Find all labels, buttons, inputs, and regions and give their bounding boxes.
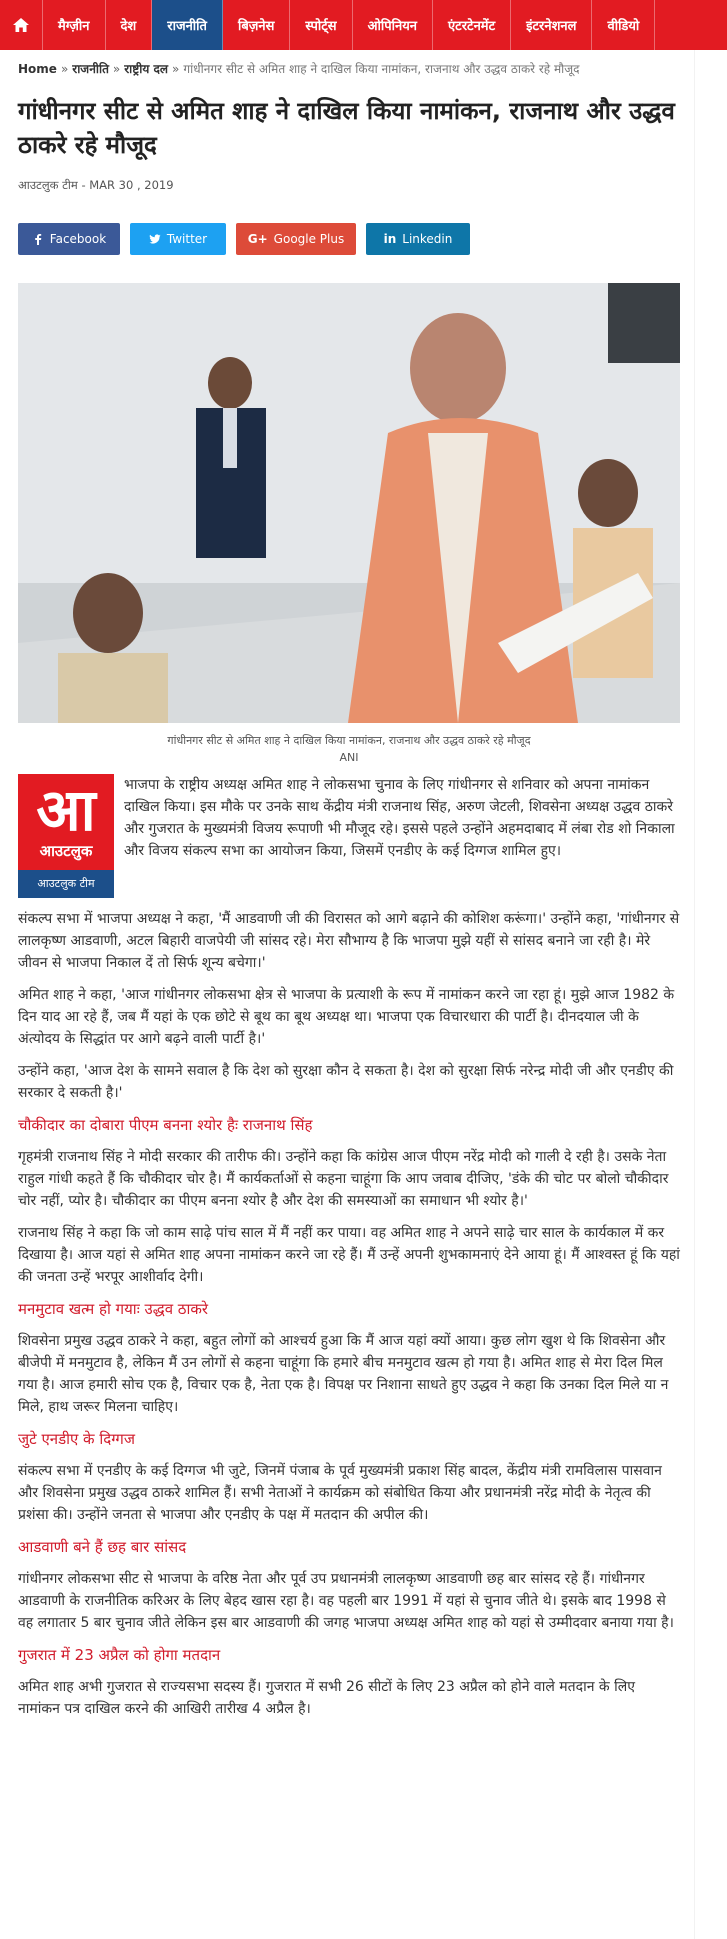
facebook-icon bbox=[32, 233, 44, 245]
article-photo bbox=[18, 283, 680, 723]
googleplus-label: Google Plus bbox=[273, 232, 345, 246]
nav-item-video[interactable]: वीडियो bbox=[592, 0, 655, 50]
top-navigation bbox=[0, 0, 727, 50]
googleplus-share-button[interactable] bbox=[236, 223, 356, 255]
paragraph: अमित शाह ने कहा, 'आज गांधीनगर लोकसभा क्षेत्र से भाजपा के प्रत्याशी के रूप में नामांकन करने जा रहा हूं। मुझे आज 1982 के दिन याद आ रहे हैं, जब मैं यहां के एक छोटे से बूथ का बूथ अध्यक्ष था। भाजपा एक विचारधारा की पार्टी है। दीनदयाल जी के अंत्योदय के सिद्धांत पर आगे बढ़ने वाली पार्टी है।' bbox=[18, 987, 675, 1047]
googleplus-icon: G+ bbox=[247, 232, 268, 246]
nav-item-desh[interactable]: देश bbox=[106, 0, 153, 50]
breadcrumb-current: गांधीनगर सीट से अमित शाह ने दाखिल किया नामांकन, राजनाथ और उद्धव ठाकरे रहे मौजूद bbox=[183, 62, 580, 76]
linkedin-share-button[interactable] bbox=[366, 223, 470, 255]
paragraph: गांधीनगर लोकसभा सीट से भाजपा के वरिष्ठ नेता और पूर्व उप प्रधानमंत्री लालकृष्ण आडवाणी छह बार सांसद रहे हैं। गांधीनगर आडवाणी के राजनीतिक करिअर के लिए बेहद खास रहा है। वह पहली बार 1991 में यहां से चुनाव जीते थे। इसके बाद 1998 से वह लगातार 5 बार चुनाव जीते लेकिन इस बार आडवाणी की जगह भाजपा अध्यक्ष अमित शाह को यहां से उम्मीदवार बनाया गया है। bbox=[18, 1571, 674, 1631]
nav-item-international[interactable]: इंटरनेशनल bbox=[511, 0, 592, 50]
nav-item-rajneeti[interactable]: राजनीति bbox=[152, 0, 223, 50]
article-title: गांधीनगर सीट से अमित शाह ने दाखिल किया नामांकन, राजनाथ और उद्धव ठाकरे रहे मौजूद bbox=[18, 97, 675, 159]
paragraph: संकल्प सभा में एनडीए के कई दिग्गज भी जुटे, जिनमें पंजाब के पूर्व मुख्यमंत्री प्रकाश सिंह बादल, केंद्रीय मंत्री रामविलास पासवान और शिवसेना प्रमुख उद्धव ठाकरे शामिल हैं। सभी नेताओं ने कार्यक्रम को संबोधित किया और प्रधानमंत्री नरेंद्र मोदी के नेतृत्व की प्रशंसा की। उन्होंने जनता से भाजपा और एनडीए के पक्ष में मतदान की अपील की। bbox=[18, 1463, 662, 1523]
nav-item-sports[interactable]: स्पोर्ट्स bbox=[290, 0, 352, 50]
paragraph: संकल्प सभा में भाजपा अध्यक्ष ने कहा, 'मैं आडवाणी जी की विरासत को आगे बढ़ाने की कोशिश करूंगा।' उन्होंने कहा, 'गांधीनगर से लालकृष्ण आडवाणी, अटल बिहारी वाजपेयी जी सांसद रहे। मेरा सौभाग्य है कि भाजपा मुझे यहीं से सांसद बनाने जा रही है। मेरे जीवन से भाजपा निकाल दें तो सिर्फ शून्य बचेगा।' bbox=[18, 911, 680, 971]
share-buttons bbox=[18, 223, 727, 255]
nav-item-opinion[interactable]: ओपिनियन bbox=[353, 0, 433, 50]
nav-item-entertainment[interactable]: एंटरटेनमेंट bbox=[433, 0, 511, 50]
outlook-logo-word: आउटलुक bbox=[39, 842, 93, 860]
subheading: जुटे एनडीए के दिग्गज bbox=[18, 1430, 135, 1448]
home-icon[interactable] bbox=[0, 0, 43, 50]
breadcrumb-section[interactable]: राजनीति bbox=[72, 62, 109, 76]
paragraph: अमित शाह अभी गुजरात से राज्यसभा सदस्य हैं। गुजरात में सभी 26 सीटों के लिए 23 अप्रैल को होने वाले मतदान के लिए नामांकन पत्र दाखिल करने की आखिरी तारीख 4 अप्रैल है। bbox=[18, 1679, 635, 1717]
article-body bbox=[18, 774, 680, 1720]
paragraph: राजनाथ सिंह ने कहा कि जो काम साढ़े पांच साल में मैं नहीं कर पाया। वह अमित शाह ने अपने साढ़े चार साल के कार्यकाल में कर दिखाया है। आज यहां से अमित शाह अपना नामांकन करने जा रहे हैं। मैं उन्हें अपनी शुभकामनाएं देने आया हूं। मैं आश्वस्त हूं कि यहां की जनता उन्हें भरपूर आशीर्वाद देगी। bbox=[18, 1225, 680, 1285]
article-byline: आउटलुक टीम - MAR 30 , 2019 bbox=[18, 178, 174, 192]
linkedin-label: Linkedin bbox=[402, 232, 453, 246]
twitter-icon bbox=[149, 233, 161, 245]
outlook-logo bbox=[18, 774, 114, 898]
facebook-share-button[interactable] bbox=[18, 223, 120, 255]
lead-section bbox=[18, 774, 680, 898]
twitter-label: Twitter bbox=[166, 232, 208, 246]
subheading: चौकीदार का दोबारा पीएम बनना श्योर हैः राजनाथ सिंह bbox=[18, 1116, 313, 1134]
outlook-logo-letter: आ bbox=[36, 776, 96, 844]
outlook-team-label: आउटलुक टीम bbox=[18, 870, 114, 898]
breadcrumb-subsection[interactable]: राष्ट्रीय दल bbox=[124, 62, 169, 76]
subheading: आडवाणी बने हैं छह बार सांसद bbox=[18, 1538, 187, 1556]
paragraph: गृहमंत्री राजनाथ सिंह ने मोदी सरकार की तारीफ की। उन्होंने कहा कि कांग्रेस आज पीएम नरेंद्र मोदी को गाली दे रही है। उसके नेता राहुल गांधी कहते हैं कि चौकीदार चोर है। मैं कार्यकर्ताओं से कहना चाहूंगा कि आप जवाब दीजिए, 'डंके की चोट पर बोलो चौकीदार चोर नहीं, प्योर है। चौकीदार का पीएम बनना श्योर है और देश की समस्याओं का समाधान भी श्योर है।' bbox=[18, 1149, 669, 1209]
facebook-label: Facebook bbox=[49, 232, 107, 246]
twitter-share-button[interactable] bbox=[130, 223, 226, 255]
linkedin-icon: in bbox=[383, 232, 397, 246]
nav-item-magazine[interactable]: मैग्ज़ीन bbox=[43, 0, 106, 50]
photo-credit: ANI bbox=[339, 751, 359, 764]
nav-item-business[interactable]: बिज़नेस bbox=[223, 0, 290, 50]
breadcrumb: Home » राजनीति » राष्ट्रीय दल » गांधीनगर सीट से अमित शाह ने दाखिल किया नामांकन, राजनाथ और उद्धव ठाकरे रहे मौजूद bbox=[18, 62, 580, 76]
subheading: गुजरात में 23 अप्रैल को होगा मतदान bbox=[18, 1646, 221, 1664]
subheading: मनमुटाव खत्म हो गयाः उद्धव ठाकरे bbox=[18, 1300, 209, 1318]
lead-paragraph: भाजपा के राष्ट्रीय अध्यक्ष अमित शाह ने लोकसभा चुनाव के लिए गांधीनगर से शनिवार को अपना नामांकन दाखिल किया। इस मौके पर उनके साथ केंद्रीय मंत्री राजनाथ सिंह, अरुण जेटली, शिवसेना अध्यक्ष उद्धव ठाकरे और गुजरात के मुख्यमंत्री विजय रूपाणी भी मौजूद रहे। इससे पहले उन्होंने अहमदाबाद में लंबा रोड शो निकाला और विजय संकल्प सभा का आयोजन किया, जिसमें एनडीए के कई दिग्गज शामिल हुए। bbox=[124, 777, 675, 859]
content-divider bbox=[694, 50, 695, 1939]
photo-caption: गांधीनगर सीट से अमित शाह ने दाखिल किया नामांकन, राजनाथ और उद्धव ठाकरे रहे मौजूद bbox=[167, 734, 531, 747]
breadcrumb-home[interactable]: Home bbox=[18, 62, 57, 76]
paragraph: शिवसेना प्रमुख उद्धव ठाकरे ने कहा, बहुत लोगों को आश्चर्य हुआ कि मैं आज यहां क्यों आया। कुछ लोग खुश थे कि शिवसेना और बीजेपी में मनमुटाव है, लेकिन मैं उन लोगों से कहना चाहूंगा कि हमारे बीच मनमुटाव खत्म हो गया है। अमित शाह से मेरा दिल मिल गया है। आज हमारी सोच एक है, विचार एक है, नेता एक है। विपक्ष पर निशाना साधते हुए उद्धव ने कहा कि उनका दिल मिले या न मिले, हाथ जरूर मिलना चाहिए। bbox=[18, 1333, 669, 1415]
paragraph: उन्होंने कहा, 'आज देश के सामने सवाल है कि देश को सुरक्षा कौन दे सकता है। देश को सुरक्षा सिर्फ नरेन्द्र मोदी जी और एनडीए की सरकार दे सकती है।' bbox=[18, 1063, 674, 1101]
